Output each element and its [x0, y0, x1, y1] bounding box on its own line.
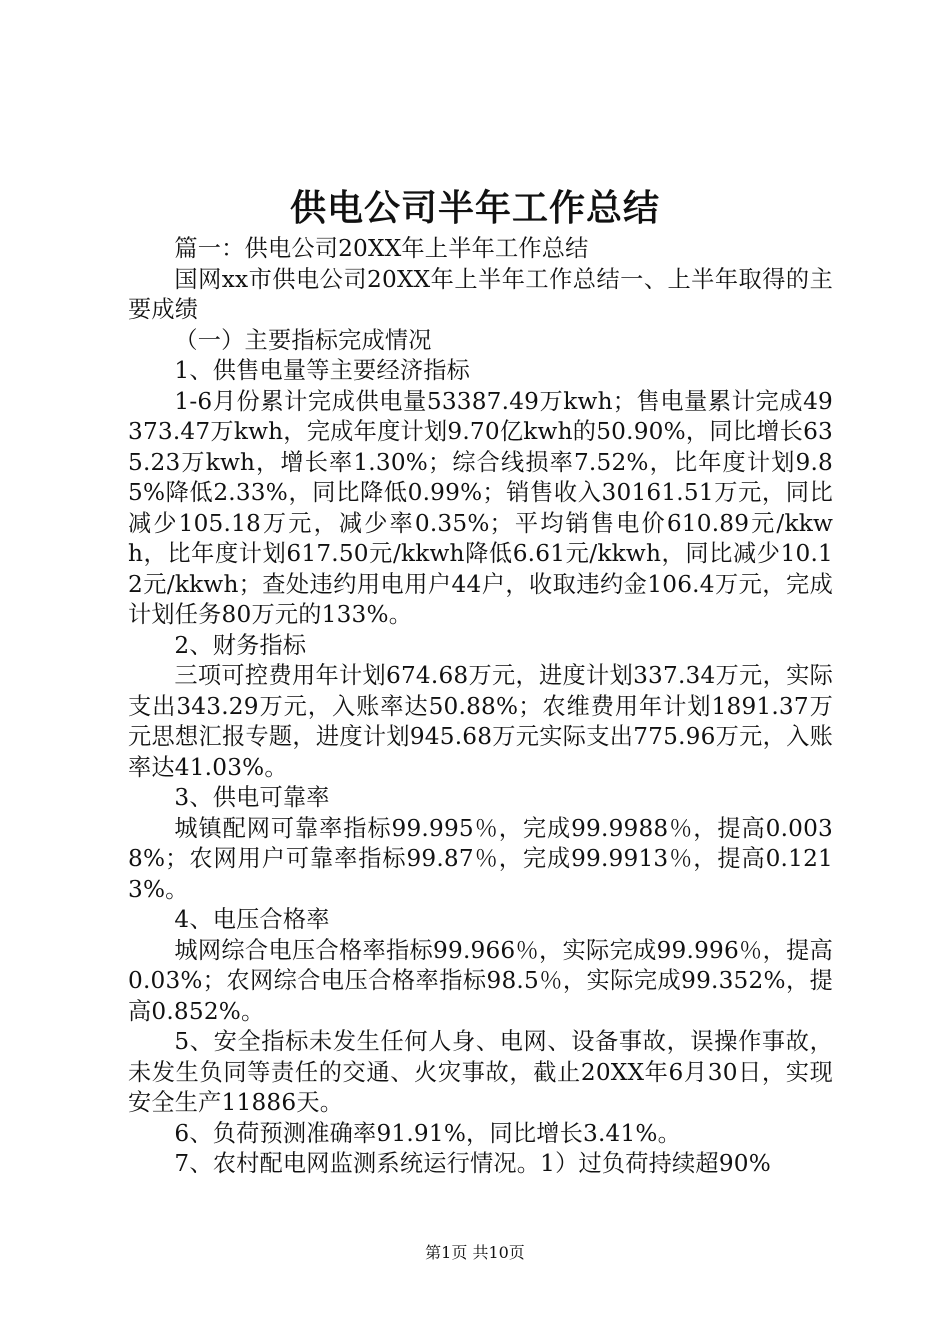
paragraph-item-4-body: 城网综合电压合格率指标99.966％，实际完成99.996％，提高0.03%；农网综合电压合格率指标98.5％，实际完成99.352%，提高0.852%。 — [128, 936, 833, 1025]
page-footer: 第1页 共10页 — [425, 1243, 525, 1262]
paragraph-item-2-heading: 2、财务指标 — [174, 631, 307, 659]
document-title: 供电公司半年工作总结 — [289, 187, 660, 229]
paragraph-item-7: 7、农村配电网监测系统运行情况。1）过负荷持续超90% — [174, 1150, 771, 1177]
paragraph-report-intro: 国网xx市供电公司20XX年上半年工作总结一、上半年取得的主要成绩 — [128, 265, 833, 323]
paragraph-item-1-body: 1-6月份累计完成供电量53387.49万kwh；售电量累计完成49373.47万kwh，完成年度计划9.70亿kwh的50.90%，同比增长635.23万kwh，增长率1.30%；综合线损率7.52%，比年度计划9.85%降低2.33%，同比降低0.99%；销售收入30161.51万元，同比减少105.18万元，减少率0.35%；平均销售电价610.89元/kkwh，比年度计划617.50元/kkwh降低6.61元/kkwh，同比减少10.12元/kkwh；查处违约用电用户44户，收取违约金106.4万元，完成计划任务80万元的133%。 — [128, 387, 833, 628]
paragraph-section-heading: （一）主要指标完成情况 — [174, 326, 432, 354]
paragraph-item-5: 5、安全指标未发生任何人身、电网、设备事故，误操作事故，未发生负同等责任的交通、火灾事故，截止20XX年6月30日，实现安全生产11886天。 — [128, 1028, 833, 1116]
document-body — [128, 234, 833, 1180]
paragraph-item-2-body: 三项可控费用年计划674.68万元，进度计划337.34万元，实际支出343.29万元，入账率达50.88%；农维费用年计划1891.37万元思想汇报专题，进度计划945.68万元实际支出775.96万元，入账率达41.03%。 — [128, 662, 833, 781]
paragraph-item-6: 6、负荷预测准确率91.91%，同比增长3.41%。 — [174, 1119, 682, 1147]
paragraph-item-3-heading: 3、供电可靠率 — [174, 784, 330, 811]
paragraph-item-4-heading: 4、电压合格率 — [174, 906, 330, 933]
paragraph-item-3-body: 城镇配网可靠率指标99.995％，完成99.9988％，提高0.0038%；农网用户可靠率指标99.87％，完成99.9913％，提高0.1213%。 — [128, 814, 833, 903]
paragraph-item-1-heading: 1、供售电量等主要经济指标 — [174, 357, 470, 384]
paragraph-article-heading: 篇一：供电公司20XX年上半年工作总结 — [174, 235, 589, 262]
